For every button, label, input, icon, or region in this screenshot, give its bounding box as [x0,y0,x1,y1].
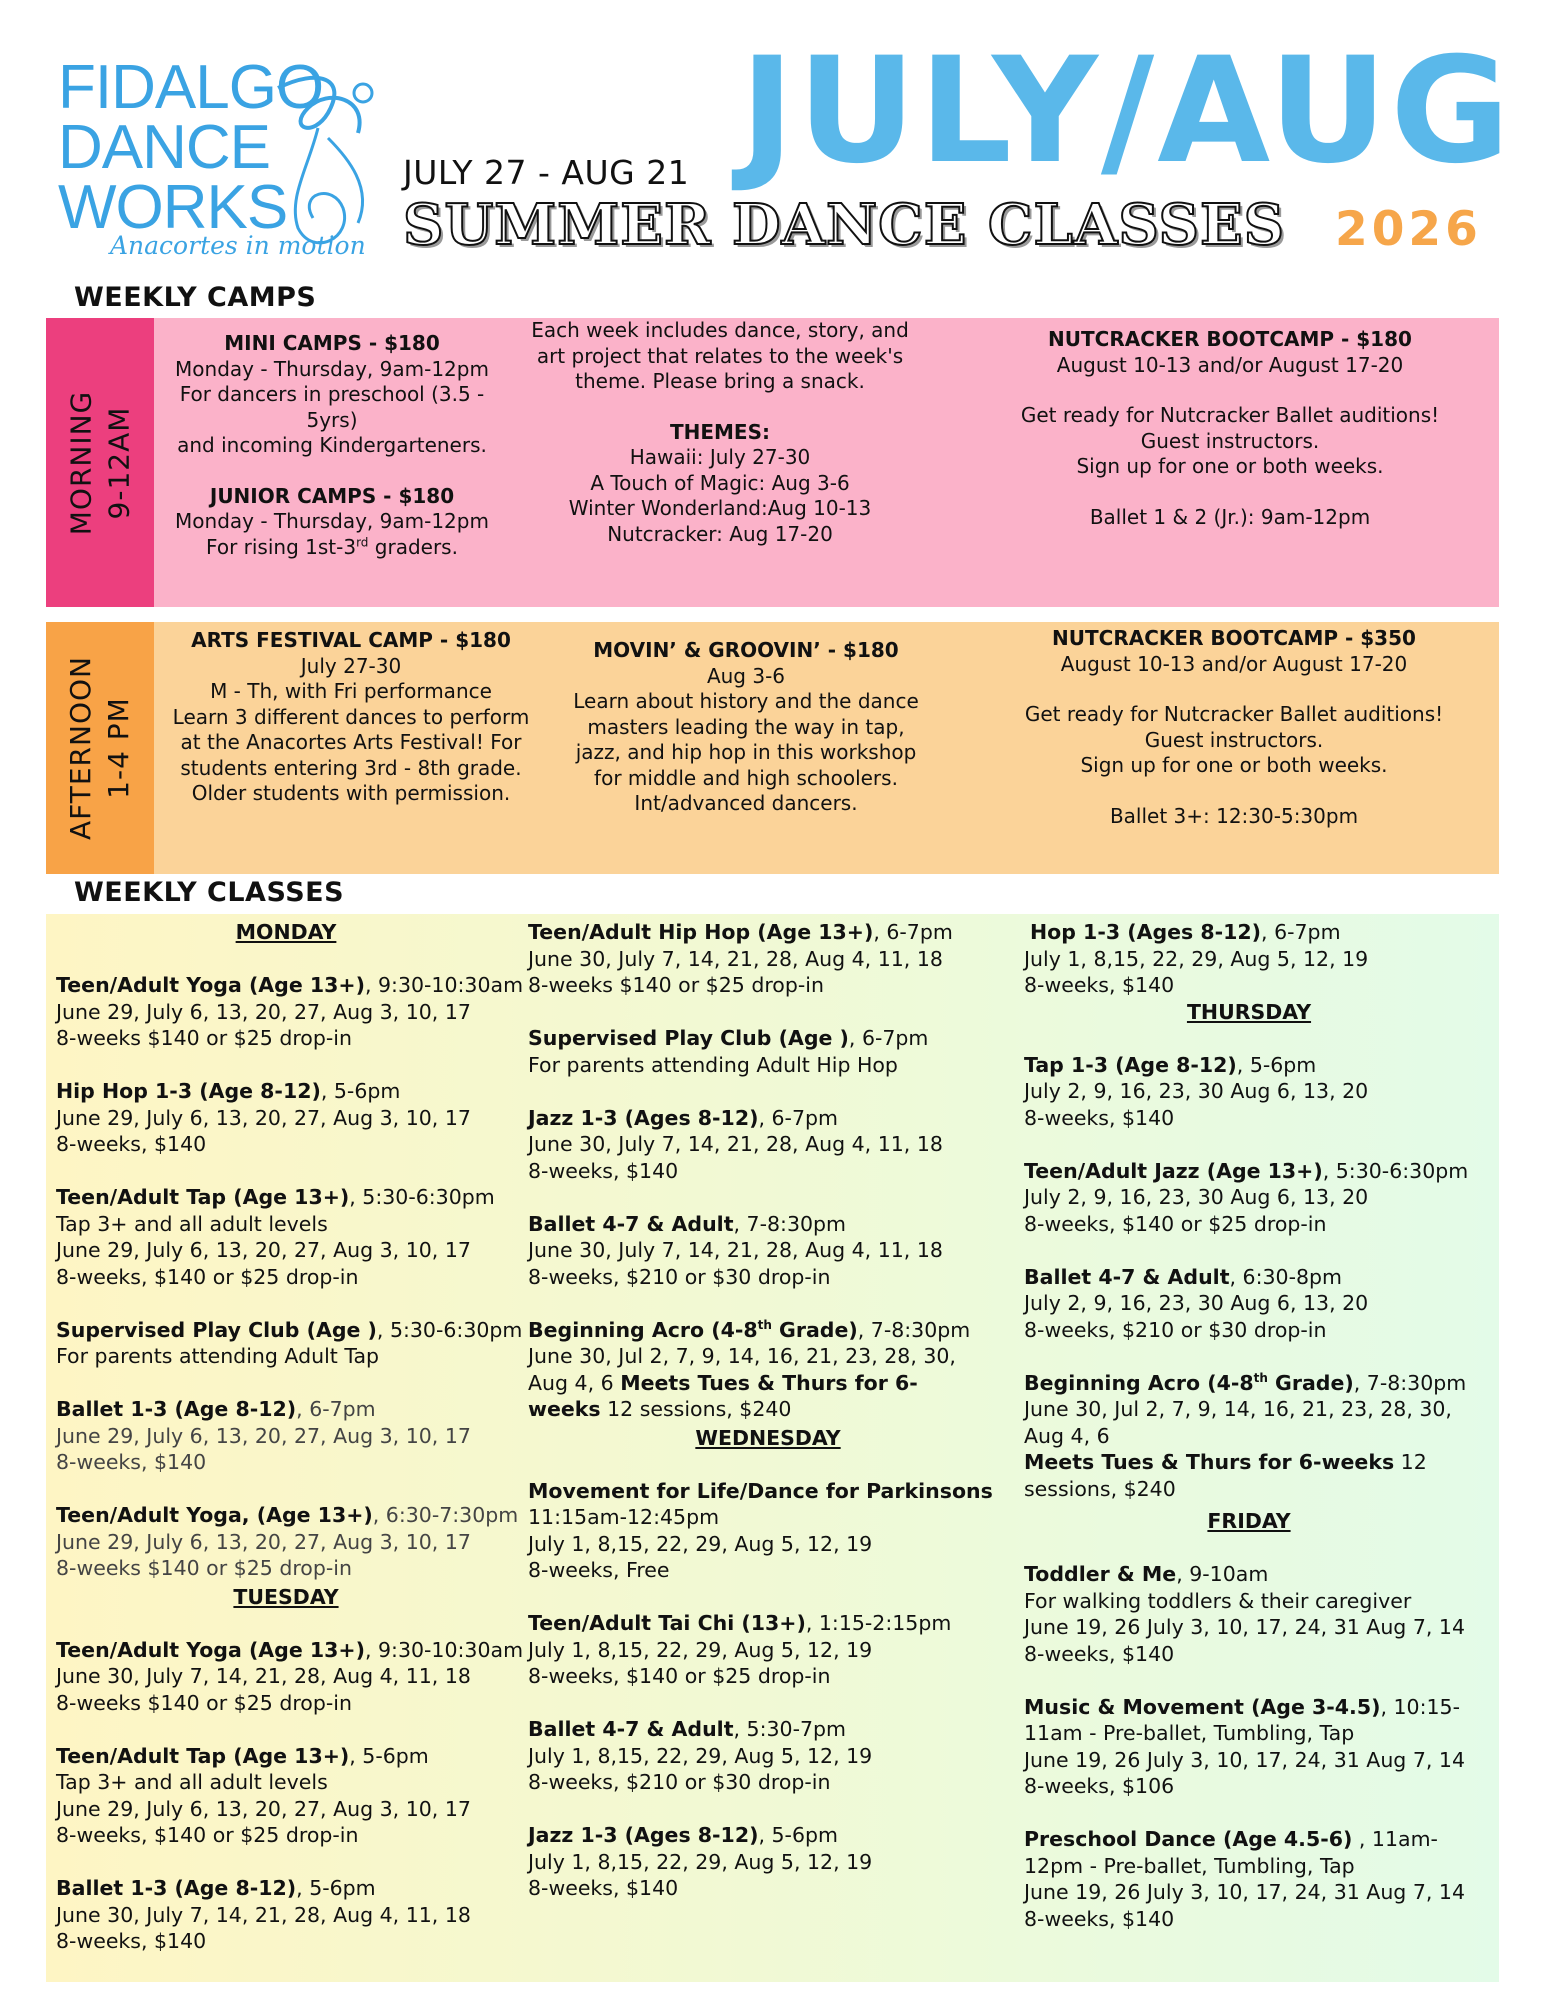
nutcracker-afternoon-line: Guest instructors. [1144,727,1324,752]
movin-groovin-line: Learn about history and the dance [573,689,919,713]
arts-festival-title: ARTS FESTIVAL CAMP - $180 [191,628,511,652]
arts-festival-line: students entering 3rd - 8th grade. [180,755,522,780]
theme-item: A Touch of Magic: Aug 3-6 [590,470,850,495]
class-entry: Beginning Acro (4-8th Grade), 7-8:30pm June 30, Jul 2, 7, 9, 14, 16, 21, 23, 28, 30, Aug 4, 6 Meets Tues & Thurs for 6- weeks 12 sessions, $240 [528,1317,971,1421]
day-heading-thursday: THURSDAY [1186,999,1312,1024]
afternoon-body [154,622,1499,874]
arts-festival-line: at the Anacortes Arts Festival! For [180,730,522,754]
arts-festival-line: July 27-30 [300,653,402,678]
classes-column-2 [528,919,998,1902]
nutcracker-afternoon-line: Sign up for one or both weeks. [1080,753,1388,777]
class-entry: Movement for Life/Dance for Parkinsons 11:15am-12:45pm July 1, 8,15, 22, 29, Aug 5, 12, 19 8-weeks, Free [528,1478,993,1582]
class-entry: Teen/Adult Yoga (Age 13+), 9:30-10:30am June 29, July 6, 13, 20, 27, Aug 3, 10, 17 8-weeks $140 or $25 drop-in [56,973,524,1050]
nutcracker-morning-title: NUTCRACKER BOOTCAMP - $180 [1048,327,1412,351]
day-heading-monday: MONDAY [235,920,337,944]
afternoon-label-line1: AFTERNOON [64,656,97,840]
logo-line-2: DANCE [58,113,271,182]
weekly-classes-panel [46,914,1499,1982]
nutcracker-afternoon-line: Get ready for Nutcracker Ballet auditions! [1024,702,1444,726]
year: 2026 [1335,202,1482,257]
class-entry: Ballet 4-7 & Adult, 6:30-8pm July 2, 9, 16, 23, 30 Aug 6, 13, 20 8-weeks, $210 or $30 drop-in [1024,1264,1369,1342]
class-entry: Ballet 1-3 (Age 8-12), 5-6pm June 30, July 7, 14, 21, 28, Aug 4, 11, 18 8-weeks, $140 [56,1876,471,1953]
class-entry: Supervised Play Club (Age ), 5:30-6:30pm For parents attending Adult Tap [56,1317,523,1368]
class-entry: Ballet 4-7 & Adult, 7-8:30pm June 30, July 7, 14, 21, 28, Aug 4, 11, 18 8-weeks, $210 or $30 drop-in [528,1211,943,1289]
afternoon-label-line2: 1-4 PM [102,697,135,799]
arts-festival-line: M - Th, with Fri performance [210,679,492,703]
mini-camps-line: For dancers in preschool (3.5 - 5yrs) [179,382,485,432]
movin-groovin-title: MOVIN’ & GROOVIN’ - $180 [593,638,899,662]
dancer-swirl-icon [258,58,398,258]
class-entry: Teen/Adult Yoga (Age 13+), 9:30-10:30am June 30, July 7, 14, 21, 28, Aug 4, 11, 18 8-weeks $140 or $25 drop-in [56,1637,524,1715]
logo-line-3: WORKS [58,173,288,242]
class-entry: Jazz 1-3 (Ages 8-12), 5-6pm July 1, 8,15, 22, 29, Aug 5, 12, 19 8-weeks, $140 [528,1823,873,1900]
page-title: JULY/AUG [740,26,1514,196]
logo [58,53,398,268]
nutcracker-afternoon [1010,626,1458,829]
class-entry-line: July 1, 8,15, 22, 29, Aug 5, 12, 19 [1024,946,1369,971]
arts-festival-line: Learn 3 different dances to perform [172,704,530,729]
classes-column-3 [1024,919,1494,1932]
class-entry: Teen/Adult Tai Chi (13+), 1:15-2:15pm July 1, 8,15, 22, 29, Aug 5, 12, 19 8-weeks, $140 or $25 drop-in [528,1611,952,1688]
nutcracker-morning-line: Sign up for one or both weeks. [1076,454,1384,478]
movin-groovin-line: for middle and high schoolers. [594,765,898,790]
arts-festival-line: Older students with permission. [191,781,511,805]
movin-groovin-line: Int/advanced dancers. [634,791,858,815]
nutcracker-morning-line: Guest instructors. [1140,428,1320,453]
themes-intro-line: Each week includes dance, story, and [531,318,909,342]
class-entry: Preschool Dance (Age 4.5-6) , 11am- 12pm - Pre-ballet, Tumbling, Tap June 19, 26 July 3, 10, 17, 24, 31 Aug 7, 14 8-weeks, $140 [1024,1827,1466,1931]
afternoon-camps-band [46,622,1499,874]
class-entry: Teen/Adult Tap (Age 13+), 5-6pm Tap 3+ and all adult levels June 29, July 6, 13, 20, 27, Aug 3, 10, 17 8-weeks, $140 or $25 drop-in [56,1743,471,1847]
themes-intro-line: art project that relates to the week's [536,343,904,368]
junior-camps-title: JUNIOR CAMPS - $180 [209,483,455,508]
junior-camps-line: For rising 1st-3rd graders. [206,534,458,559]
theme-item: Nutcracker: Aug 17-20 [607,521,833,546]
class-entry: Tap 1-3 (Age 8-12), 5-6pm July 2, 9, 16, 23, 30 Aug 6, 13, 20 8-weeks, $140 [1024,1052,1369,1130]
day-heading-wednesday: WEDNESDAY [695,1425,841,1450]
nutcracker-afternoon-title: NUTCRACKER BOOTCAMP - $350 [1052,626,1416,650]
movin-groovin-line: masters leading the way in tap, [587,714,905,739]
weekly-camps-heading: WEEKLY CAMPS [74,282,317,313]
class-entry: Ballet 4-7 & Adult, 5:30-7pm July 1, 8,15, 22, 29, Aug 5, 12, 19 8-weeks, $210 or $30 drop-in [528,1717,873,1794]
themes-column [510,318,930,547]
afternoon-label [46,622,154,874]
class-entry: Music & Movement (Age 3-4.5), 10:15- 11am - Pre-ballet, Tumbling, Tap June 19, 26 July 3, 10, 17, 24, 31 Aug 7, 14 8-weeks, $106 [1024,1694,1466,1798]
nutcracker-morning-line: Get ready for Nutcracker Ballet auditions! [1020,403,1440,427]
morning-label-line1: MORNING [64,390,97,535]
morning-body [154,318,1499,607]
date-range: JULY 27 - AUG 21 [403,153,690,192]
nutcracker-afternoon-dates: August 10-13 and/or August 17-20 [1060,651,1408,676]
theme-item: Hawaii: July 27-30 [629,445,811,469]
logo-tagline: Anacortes in motion [110,231,366,260]
day-heading-friday: FRIDAY [1207,1509,1291,1533]
morning-camps-band [46,318,1499,607]
movin-groovin-line: jazz, and hip hop in this workshop [575,740,917,764]
mini-camps-line: and incoming Kindergarteners. [177,433,487,457]
nutcracker-afternoon-time: Ballet 3+: 12:30-5:30pm [1109,803,1359,828]
class-entry-line: 8-weeks, $140 [1024,973,1175,997]
class-entry: Jazz 1-3 (Ages 8-12), 6-7pm June 30, July 7, 14, 21, 28, Aug 4, 11, 18 8-weeks, $140 [528,1105,943,1183]
weekly-classes-heading: WEEKLY CLASSES [74,877,345,908]
mini-junior-camps [154,331,510,560]
class-entry: Teen/Adult Yoga, (Age 13+), 6:30-7:30pm June 29, July 6, 13, 20, 27, Aug 3, 10, 17 8-weeks $140 or $25 drop-in [56,1503,519,1580]
class-entry: Teen/Adult Tap (Age 13+), 5:30-6:30pm Tap 3+ and all adult levels June 29, July 6, 13, 20, 27, Aug 3, 10, 17 8-weeks, $140 or $25 drop-in [56,1185,495,1289]
theme-item: Winter Wonderland:Aug 10-13 [568,496,872,520]
themes-intro-line: theme. Please bring a snack. [575,369,865,393]
themes-title: THEMES: [669,419,770,444]
morning-label-line2: 9-12AM [102,406,135,519]
day-heading-tuesday: TUESDAY [233,1584,339,1609]
class-entry: Toddler & Me, 9-10am For walking toddlers & their caregiver June 19, 26 July 3, 10, 17, 24, 31 Aug 7, 14 8-weeks, $140 [1024,1562,1466,1666]
morning-label [46,318,154,607]
nutcracker-morning-time: Ballet 1 & 2 (Jr.): 9am-12pm [1089,504,1371,529]
class-entry: Teen/Adult Hip Hop (Age 13+), 6-7pm June 30, July 7, 14, 21, 28, Aug 4, 11, 18 8-weeks $140 or $25 drop-in [528,920,953,997]
class-entry: Hop 1-3 (Ages 8-12), 6-7pm [1030,920,1341,944]
class-entry: Supervised Play Club (Age ), 6-7pm For parents attending Adult Hip Hop [528,1026,929,1077]
class-entry: Hip Hop 1-3 (Age 8-12), 5-6pm June 29, July 6, 13, 20, 27, Aug 3, 10, 17 8-weeks, $140 [56,1079,471,1156]
class-entry: Ballet 1-3 (Age 8-12), 6-7pm June 29, July 6, 13, 20, 27, Aug 3, 10, 17 8-weeks, $140 [56,1397,471,1474]
mini-camps-title: MINI CAMPS - $180 [224,331,440,355]
junior-camps-line: Monday - Thursday, 9am-12pm [175,509,489,533]
movin-groovin-camp [548,638,944,817]
logo-line-1: FIDALGO [58,53,324,122]
arts-festival-camp [154,628,548,807]
mini-camps-line: Monday - Thursday, 9am-12pm [175,356,489,381]
class-entry: Teen/Adult Jazz (Age 13+), 5:30-6:30pm July 2, 9, 16, 23, 30 Aug 6, 13, 20 8-weeks, $140 or $25 drop-in [1024,1158,1469,1236]
nutcracker-morning [1010,327,1450,530]
classes-column-1 [56,919,526,1955]
page-subtitle: SUMMER DANCE CLASSES [403,192,1286,258]
movin-groovin-line: Aug 3-6 [706,663,786,688]
nutcracker-morning-dates: August 10-13 and/or August 17-20 [1056,352,1404,377]
class-entry: Beginning Acro (4-8th Grade), 7-8:30pm June 30, Jul 2, 7, 9, 14, 16, 21, 23, 28, 30, Aug 4, 6 Meets Tues & Thurs for 6-weeks 12 sessions, $240 [1024,1370,1467,1501]
